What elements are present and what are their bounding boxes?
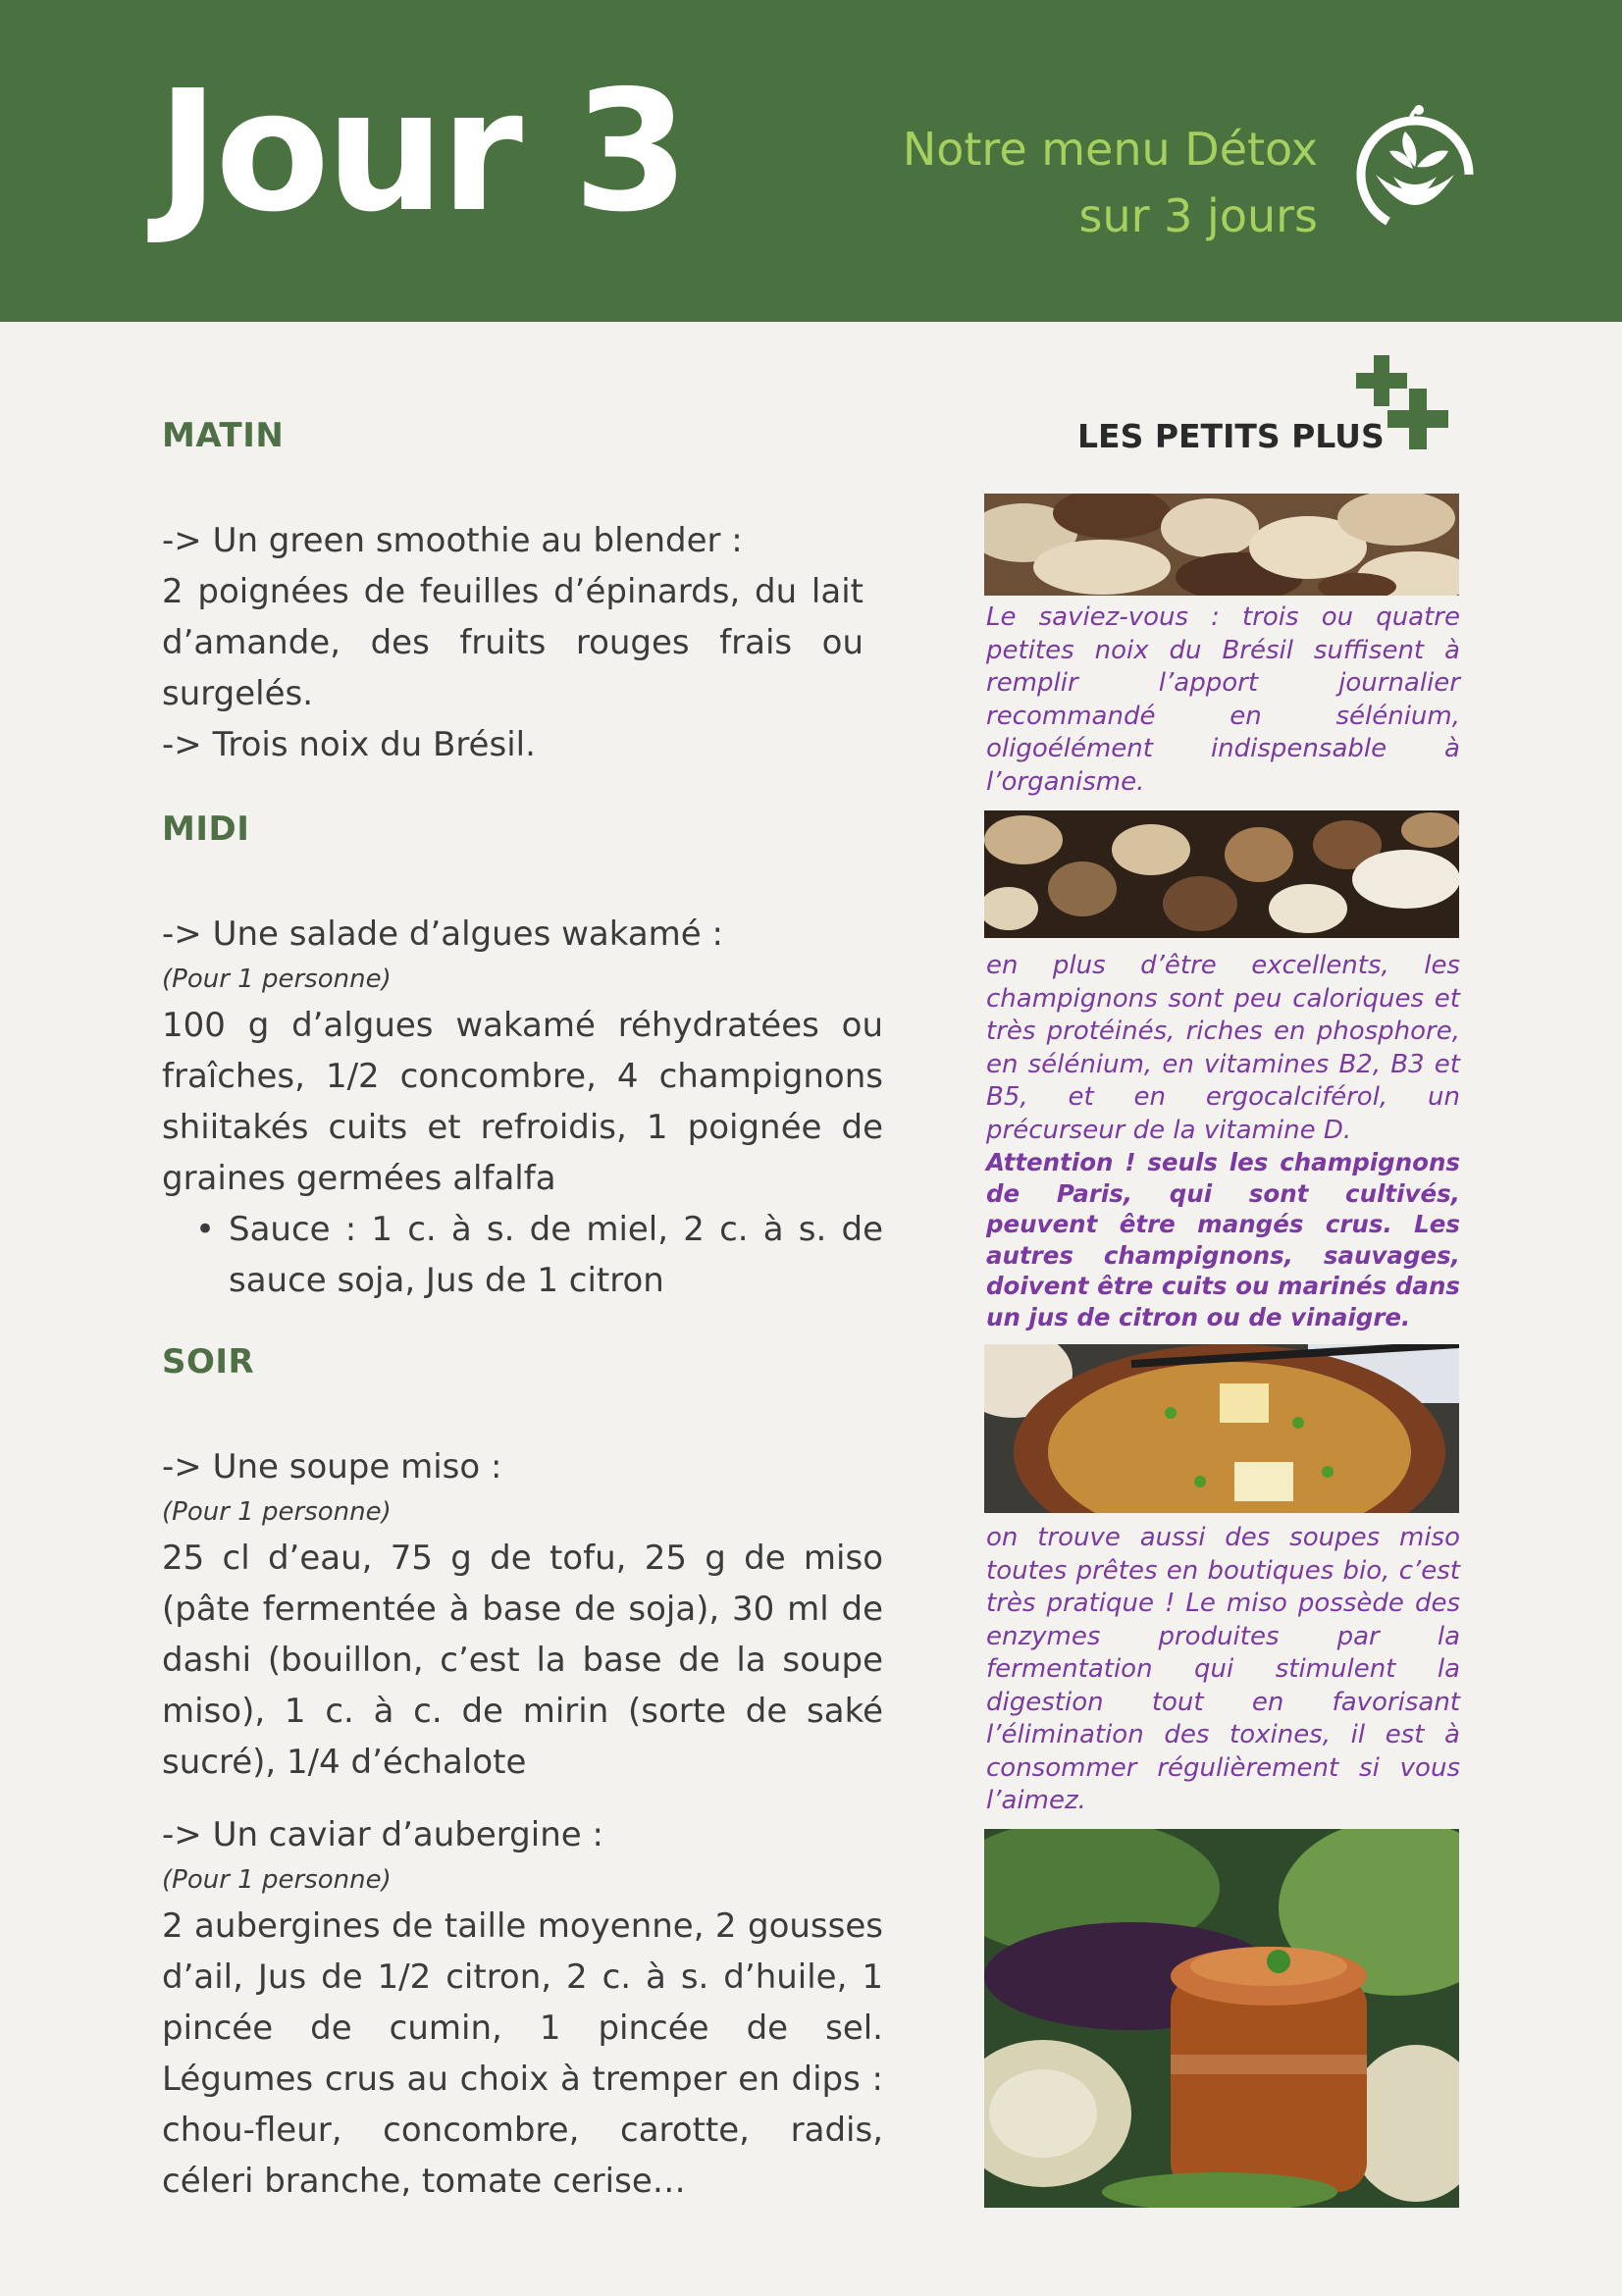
midi-sauce-bullet [195, 1204, 883, 1306]
double-plus-icon [1344, 351, 1462, 469]
matin-recipe-line-2: -> Trois noix du Brésil. [162, 725, 536, 764]
matin-recipe-line: -> Un green smoothie au blender : [162, 521, 743, 560]
caption-brazil-nuts: Le saviez-vous : trois ou quatre petites noix du Brésil suffisent à remplir l’apport journalier recommandé en sélénium, oligoélément indispensable à l’organisme. [986, 602, 1460, 797]
page-title: Jour 3 [157, 55, 686, 249]
caption-mushrooms-text: en plus d’être excellents, les champignons sont peu caloriques et très protéinés, riches en phosphore, en sélénium, en vitamines B2, B3 et B5, et en ergocalciférol, un précurseur de la vitamine D. [986, 951, 1460, 1145]
caption-mushrooms-warning: Attention ! seuls les champignons de Paris, qui sont cultivés, peuvent être mangés crus. Les autres champignons, sauvages, doivent être cuits ou marinés dans un jus de citron ou de vinaigre. [986, 1148, 1460, 1331]
eggplant-caviar-photo [984, 1829, 1459, 2208]
soir-recipe-line-2: -> Un caviar d’aubergine : [162, 1815, 603, 1854]
menu-subtitle [903, 116, 1318, 249]
matin-ingredients: 2 poignées de feuilles d’épinards, du lait d’amande, des fruits rouges frais ou surgelés. [162, 572, 863, 713]
brazil-nuts-photo [984, 494, 1459, 596]
midi-sauce-text: Sauce : 1 c. à s. de miel, 2 c. à s. de sauce soja, Jus de 1 citron [229, 1210, 883, 1300]
miso-soup-photo [984, 1344, 1459, 1513]
soir-recipe-line: -> Une soupe miso : [162, 1447, 502, 1487]
section-title-matin: MATIN [162, 416, 285, 455]
soir-servings-note: (Pour 1 personne) [162, 1497, 392, 1527]
bullet-dot-icon: • [195, 1210, 216, 1249]
menu-subtitle-line2: sur 3 jours [1078, 189, 1318, 242]
menu-subtitle-line1: Notre menu Détox [902, 123, 1318, 176]
soir-caviar-ingredients: 2 aubergines de taille moyenne, 2 gousses d’ail, Jus de 1/2 citron, 2 c. à s. d’huile, 1 pincée de cumin, 1 pincée de sel. Légumes crus au choix à tremper en dips : chou-fleur, concombre, carotte, radis, céleri branche, tomate cerise… [162, 1906, 883, 2201]
caption-miso: on trouve aussi des soupes miso toutes prêtes en boutiques bio, c’est très pratique ! Le miso possède des enzymes produites par la fermentation qui stimulent la digestion tout en favorisant l’élimination des toxines, il est à consommer régulièrement si vous l’aimez. [986, 1523, 1460, 1815]
midi-servings-note: (Pour 1 personne) [162, 965, 392, 994]
caption-mushrooms [986, 950, 1460, 1332]
header-banner [0, 0, 1622, 322]
section-title-soir: SOIR [162, 1342, 255, 1382]
midi-recipe-line: -> Une salade d’algues wakamé : [162, 914, 723, 954]
sidebar-title: LES PETITS PLUS [1077, 417, 1385, 455]
section-title-midi: MIDI [162, 809, 250, 849]
mushrooms-photo [984, 810, 1459, 938]
soir-soup-ingredients: 25 cl d’eau, 75 g de tofu, 25 g de miso (pâte fermentée à base de soja), 30 ml de dashi (bouillon, c’est la base de la soupe miso), 1 c. à c. de mirin (sorte de saké sucré), 1/4 d’échalote [162, 1539, 883, 1782]
midi-ingredients: 100 g d’algues wakamé réhydratées ou fraîches, 1/2 concombre, 4 champignons shiitakés cuits et refroidis, 1 poignée de graines germées alfalfa [162, 1006, 883, 1198]
soir-servings-note-2: (Pour 1 personne) [162, 1865, 392, 1895]
leaf-bowl-icon [1354, 98, 1477, 240]
